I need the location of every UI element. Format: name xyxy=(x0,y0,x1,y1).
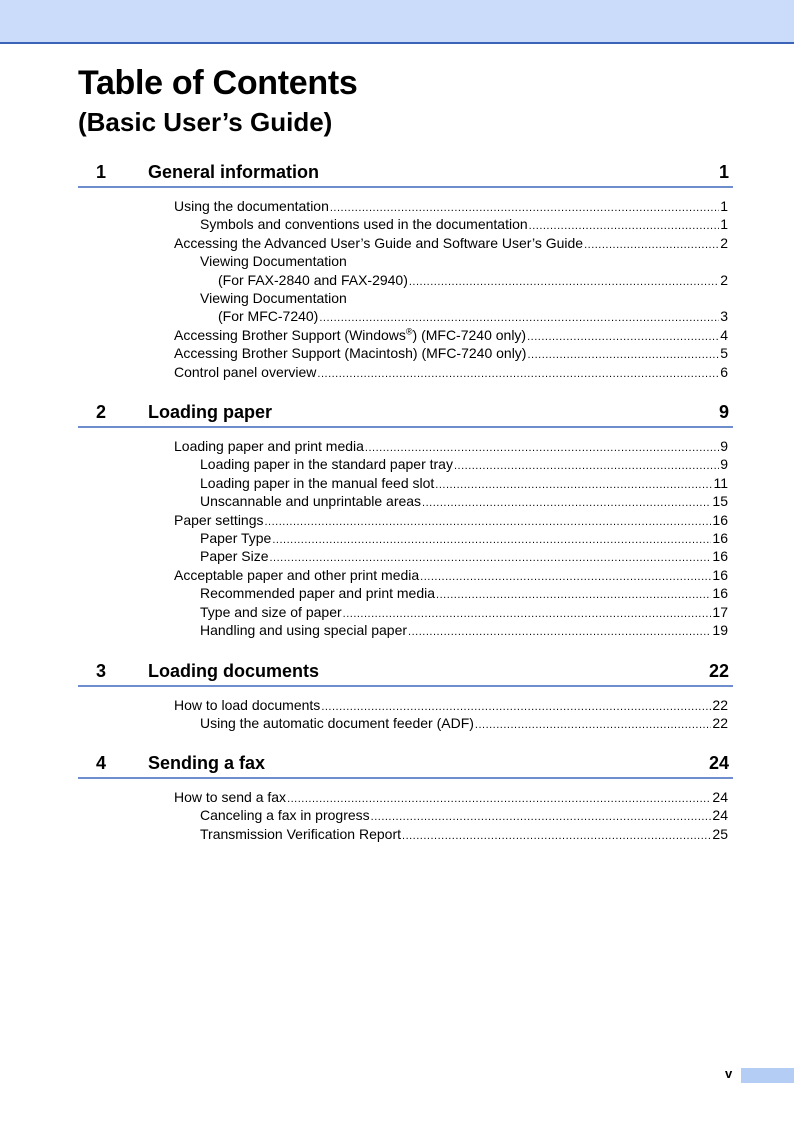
toc-entry-text: (For MFC-7240) xyxy=(218,308,319,325)
toc-entry[interactable] xyxy=(78,603,733,621)
chapter-number: 2 xyxy=(96,402,107,422)
toc-entry-text: Type and size of paper xyxy=(200,603,342,620)
toc-entry-page: 1 xyxy=(720,198,728,214)
toc-entry-page: 16 xyxy=(712,529,728,546)
toc-entry-text xyxy=(174,326,526,344)
dot-leader xyxy=(408,623,711,641)
toc-entry[interactable] xyxy=(78,326,733,344)
toc-entry[interactable] xyxy=(78,252,733,270)
toc-entry[interactable] xyxy=(78,474,733,492)
toc-entry-page: 16 xyxy=(712,585,728,602)
page-tab-marker xyxy=(741,1068,794,1083)
dot-leader xyxy=(475,716,712,734)
dot-leader xyxy=(402,827,711,845)
toc-entry-text: Loading paper and print media xyxy=(174,438,364,454)
chapter-page: 22 xyxy=(708,661,729,681)
toc-entry[interactable] xyxy=(78,492,733,510)
toc-entry-page: 19 xyxy=(712,621,728,638)
toc-entry[interactable] xyxy=(78,455,733,473)
toc-entry[interactable] xyxy=(78,529,733,547)
chapter-general-information xyxy=(78,160,733,381)
toc-entry-text: Accessing the Advanced User’s Guide and Software User’s Guide xyxy=(174,234,584,251)
page-number: v xyxy=(725,1066,733,1081)
toc-entry[interactable] xyxy=(78,234,733,252)
toc-entry-text-b: ) (MFC-7240 only) xyxy=(412,326,527,343)
chapter-title: Loading paper xyxy=(148,402,273,422)
chapter-loading-documents xyxy=(78,659,733,733)
dot-leader xyxy=(584,236,719,254)
chapter-loading-paper xyxy=(78,400,733,639)
dot-leader xyxy=(265,513,712,531)
chapter-heading[interactable] xyxy=(78,751,733,779)
chapter-number: 1 xyxy=(96,162,107,182)
chapter-heading[interactable] xyxy=(78,400,733,428)
toc-entry-text: Acceptable paper and other print media xyxy=(174,566,420,583)
page-subtitle: (Basic User’s Guide) xyxy=(78,107,333,137)
chapter-sending-a-fax xyxy=(78,751,733,843)
header-band xyxy=(0,0,794,44)
toc-entry[interactable] xyxy=(78,344,733,362)
toc-entry[interactable] xyxy=(78,511,733,529)
toc-entry-page: 9 xyxy=(720,438,728,454)
chapter-heading[interactable] xyxy=(78,659,733,687)
toc-entry-page: 15 xyxy=(712,493,728,510)
page-title: Table of Contents xyxy=(78,64,358,102)
chapter-number: 3 xyxy=(96,661,107,681)
toc-entry-text-a: Accessing Brother Support (Windows xyxy=(174,326,406,343)
dot-leader xyxy=(272,531,711,549)
toc-entry-text: How to send a fax xyxy=(174,789,287,805)
toc-entry-page: 1 xyxy=(720,216,728,233)
toc-entry-text: Transmission Verification Report xyxy=(200,825,402,842)
dot-leader xyxy=(371,808,712,826)
toc-entry-text: Loading paper in the manual feed slot xyxy=(200,474,435,491)
toc-entry-page: 11 xyxy=(713,474,728,491)
dot-leader xyxy=(435,476,712,494)
chapter-title: Loading documents xyxy=(148,661,319,681)
toc-entry-text: Paper Size xyxy=(200,548,269,565)
dot-leader xyxy=(420,568,711,586)
toc-entry[interactable] xyxy=(78,566,733,584)
toc-entry-page: 22 xyxy=(712,697,728,713)
toc-entry-page: 24 xyxy=(712,807,728,824)
toc-entry-text: Using the documentation xyxy=(174,198,329,214)
chapter-number: 4 xyxy=(96,753,107,773)
toc-entry[interactable] xyxy=(78,197,733,215)
toc-entry-text: Viewing Documentation xyxy=(200,253,347,270)
toc-entry-text: Paper Type xyxy=(200,529,272,546)
chapter-title: Sending a fax xyxy=(148,753,266,773)
toc-entry-text: Viewing Documentation xyxy=(200,289,347,306)
toc-entry[interactable] xyxy=(78,584,733,602)
toc-entry[interactable] xyxy=(78,714,733,732)
toc-entry-text: Recommended paper and print media xyxy=(200,585,436,602)
toc-entry[interactable] xyxy=(78,307,733,325)
dot-leader xyxy=(409,273,719,291)
toc-entry-text: Accessing Brother Support (Macintosh) (MFC-7240 only) xyxy=(174,345,527,362)
toc-entry-text: Control panel overview xyxy=(174,363,317,380)
dot-leader xyxy=(422,494,711,512)
toc-entry-page: 5 xyxy=(720,345,728,362)
registered-mark: ® xyxy=(405,326,413,337)
toc-entry-text: Unscannable and unprintable areas xyxy=(200,493,422,510)
chapter-page: 1 xyxy=(718,162,729,182)
toc-entry[interactable] xyxy=(78,437,733,455)
toc-entry-text: Symbols and conventions used in the documentation xyxy=(200,216,528,233)
toc-entry-page: 16 xyxy=(712,566,728,583)
chapter-title: General information xyxy=(148,162,320,182)
toc-entry-page: 4 xyxy=(720,326,728,343)
toc-entry-text: Handling and using special paper xyxy=(200,621,408,638)
toc-entry[interactable] xyxy=(78,271,733,289)
toc-entry-page: 3 xyxy=(720,308,728,325)
toc-entry[interactable] xyxy=(78,363,733,381)
dot-leader xyxy=(454,457,719,475)
dot-leader xyxy=(527,346,719,364)
toc-entry[interactable] xyxy=(78,547,733,565)
toc-entry-text: Loading paper in the standard paper tray xyxy=(200,456,453,473)
toc-entry-page: 16 xyxy=(712,548,728,565)
toc-entry-page: 2 xyxy=(720,234,728,251)
toc-entry-page: 24 xyxy=(712,789,728,805)
toc-entry-page: 22 xyxy=(712,715,728,732)
toc-entry[interactable] xyxy=(78,788,733,806)
toc-entry[interactable] xyxy=(78,621,733,639)
toc-entry-text: How to load documents xyxy=(174,697,321,713)
toc-entry-text: (For FAX-2840 and FAX-2940) xyxy=(218,271,408,288)
dot-leader xyxy=(436,586,711,604)
chapter-page: 24 xyxy=(708,753,729,773)
toc-entry-page: 16 xyxy=(712,511,728,528)
dot-leader xyxy=(527,328,719,346)
toc-entry-text: Paper settings xyxy=(174,511,264,528)
toc-entry[interactable] xyxy=(78,825,733,843)
toc-entry[interactable] xyxy=(78,289,733,307)
toc-entry-page: 6 xyxy=(720,363,728,380)
chapter-heading[interactable] xyxy=(78,160,733,188)
toc-entry[interactable] xyxy=(78,696,733,714)
toc-entry[interactable] xyxy=(78,215,733,233)
toc-entry-page: 2 xyxy=(720,271,728,288)
toc-entry-page: 25 xyxy=(712,825,728,842)
toc-entry-page: 17 xyxy=(712,603,728,620)
toc-entry-text: Canceling a fax in progress xyxy=(200,807,370,824)
chapter-page: 9 xyxy=(718,402,729,422)
toc-entry-page: 9 xyxy=(720,456,728,473)
dot-leader xyxy=(317,365,719,383)
toc-entry[interactable] xyxy=(78,806,733,824)
toc-entry-text: Using the automatic document feeder (ADF) xyxy=(200,715,474,732)
